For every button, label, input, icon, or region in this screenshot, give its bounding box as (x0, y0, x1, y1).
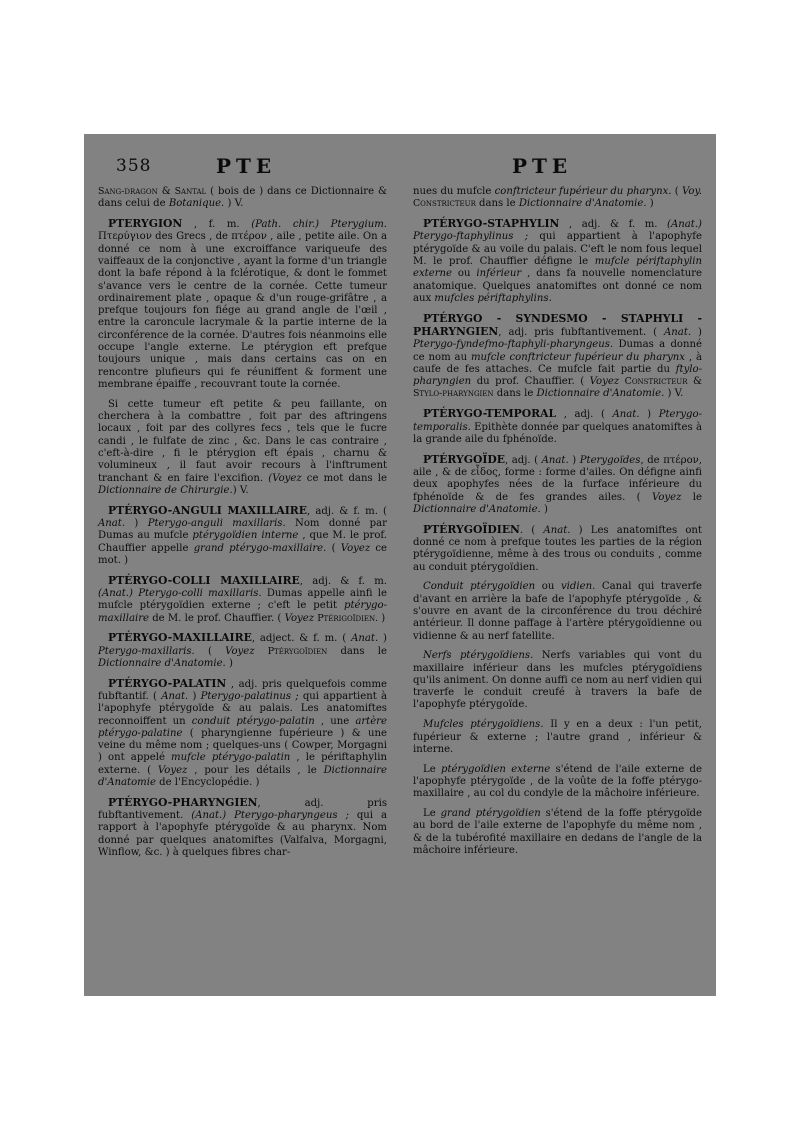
running-header (98, 154, 702, 186)
dictionary-entry: PTERYGION , f. m. (Path. chir.) Pterygium. Πτερύγιον des Grecs , de πτέρον , aile , petite aile. On a donné ce nom à une excroiffance variqueufe des vaiffeaux de la conjonctive , ayant la forme d'un triangle dont la bafe répond à la fclérotique, & dont le fommet s'avance vers le centre de la cornée. Cette tumeur ordinairement plate , opaque & d'un rouge-grifâtre , a prefque toujours fon fiége au grand angle de l'œil , entre la caroncule lacrymale & la partie interne de la circonférence de la cornée. D'autres fois néanmoins elle occupe l'angle externe. Le ptérygion eft prefque toujours unique , mais dans certains cas on en rencontre plufieurs qui fe réuniffent & forment une membrane épaiffe , recouvrant toute la cornée. (98, 217, 387, 390)
page-number: 358 (116, 156, 152, 176)
dictionary-entry: PTÉRYGO-TEMPORAL , adj. ( Anat. ) Pterygo-temporalis. Epithète donnée par quelques anatomiftes à la grande aile du fphénoïde. (413, 407, 702, 445)
dictionary-entry: Si cette tumeur eft petite & peu faillante, on cherchera à la combattre , foit par des aftringens locaux , foit par des collyres fecs , tels que le fucre candi , le fulfate de zinc , &c. Dans le cas contraire , c'eft-à-dire , fi le ptérygion eft épais , charnu & volumineux , il faut avoir recours à l'inftrument tranchant & en faire l'excifion. (Voyez ce mot dans le Dictionnaire de Chirurgie.) V. (98, 398, 387, 496)
dictionary-entry: PTÉRYGO-ANGULI MAXILLAIRE, adj. & f. m. ( Anat. ) Pterygo-anguli maxillaris. Nom donné par Dumas au mufcle ptérygoïdien interne , que M. le prof. Chauffier appelle grand ptérygo-maxillaire. ( Voyez ce mot. ) (98, 503, 388, 566)
dictionary-entry: Mufcles ptérygoïdiens. Il y en a deux : l'un petit, fupérieur & externe ; l'autre grand , inférieur & interne. (413, 719, 702, 755)
dictionary-entry: nues du mufcle conftricteur fupérieur du pharynx. ( Voy. Constricteur dans le Dictionnaire d'Anatomie. ) (413, 186, 703, 210)
dictionary-entry: PTÉRYGO-PALATIN , adj. pris quelquefois comme fubftantif. ( Anat. ) Pterygo-palatinus ; qui appartient à l'apophyfe ptérygoïde & au palais. Les anatomiftes reconnoiffent un conduit ptérygo-palatin , une artère ptérygo-palatine ( pharyngienne fupérieure ) & une veine du même nom ; quelques-uns ( Cowper, Morgagni ) ont appelé mufcle ptérygo-palatin , le périftaphylin externe. ( Voyez , pour les détails , le Dictionnaire d'Anatomie de l'Encyclopédie. ) (98, 676, 388, 789)
dictionary-entry: Nerfs ptérygoïdiens. Nerfs variables qui vont du maxillaire inférieur dans les mufcles ptérygoïdiens qu'ils animent. On donne auffi ce nom au nerf vidien qui traverfe le conduit creufé à travers la bafe de l'apophyfe ptérygoïde. (413, 650, 702, 711)
left-column (98, 186, 387, 867)
text-columns (98, 186, 702, 867)
dictionary-entry: PTÉRYGOÏDE, adj. ( Anat. ) Pterygoïdes, de πτέρον, aile , & de εἶδος, forme : forme d'ailes. On défigne ainfi deux apophyfes nées de la furface inférieure du fphénoïde & de fes grandes ailes. ( Voyez le Dictionnaire d'Anatomie. ) (413, 452, 702, 515)
dictionary-entry: Le ptérygoïdien externe s'étend de l'aile externe de l'apophyfe ptérygoïde , de la voûte de la foffe ptérygo-maxillaire , au col du condyle de la mâchoire inférieure. (413, 763, 702, 800)
dictionary-entry: Conduit ptérygoïdien ou vidien. Canal qui traverfe d'avant en arrière la bafe de l'apophyfe ptérygoïde , & s'ouvre en avant de la circonférence du trou déchiré antérieur. Il donne paffage à l'artère ptérygoïdienne ou vidienne & au nerf fatellite. (413, 581, 702, 642)
right-column (413, 186, 702, 867)
dictionary-entry: PTÉRYGO-COLLI MAXILLAIRE, adj. & f. m. (Anat.) Pterygo-colli maxillaris. Dumas appelle ainfi le mufcle ptérygoïdien externe ; c'eft le petit ptérygo-maxillaire de M. le prof. Chauffier. ( Voyez Ptérigoïdien. ) (98, 573, 387, 624)
dictionary-entry: PTÉRYGO-MAXILLAIRE, adject. & f. m. ( Anat. ) Pterygo-maxillaris. ( Voyez Ptérygoïdien dans le Dictionnaire d'Anatomie. ) (98, 631, 388, 669)
dictionary-entry: PTÉRYGO - SYNDESMO - STAPHYLI - PHARYNGIEN, adj. pris fubftantivement. ( Anat. ) Pterygo-fyndefmo-ftaphyli-pharyngeus. Dumas a donné ce nom au mufcle conftricteur fupérieur du pharynx , à caufe de fes attaches. Ce mufcle fait partie du ftylo-pharyngien du prof. Chauffier. ( Voyez Constricteur & Stylo-pharyngien dans le Dictionnaire d'Anatomie. ) V. (413, 311, 702, 400)
running-head-left: PTE (216, 154, 277, 178)
book-page (84, 134, 716, 996)
dictionary-entry: PTÉRYGOÏDIEN. ( Anat. ) Les anatomiftes ont donné ce nom à prefque toutes les parties de la région ptérygoïdienne, même à des trous ou conduits , comme au conduit ptérygoïdien. (413, 522, 702, 573)
dictionary-entry: PTÉRYGO-STAPHYLIN , adj. & f. m. (Anat.) Pterygo-ftaphylinus ; qui appartient à l'apophyfe ptérygoïde & au voile du palais. C'eft le nom fous lequel M. le prof. Chauffier défigne le mufcle périftaphylin externe ou inférieur , dans fa nouvelle nomenclature anatomique. Quelques anatomiftes ont donné ce nom aux mufcles périftaphylins. (413, 217, 702, 304)
dictionary-entry: Sang-dragon & Santal ( bois de ) dans ce Dictionnaire & dans celui de Botanique. ) V. (98, 186, 387, 210)
running-head-right: PTE (512, 154, 573, 178)
dictionary-entry: PTÉRYGO-PHARYNGIEN, adj. pris fubftantivement. (Anat.) Pterygo-pharyngeus ; qui a rapport à l'apophyfe ptérygoïde & au pharynx. Nom donné par quelques anatomiftes (Valfalva, Morgagni, Winflow, &c. ) à quelques fibres char- (98, 795, 387, 859)
dictionary-entry: Le grand ptérygoïdien s'étend de la foffe ptérygoïde au bord de l'aile externe de l'apophyfe du même nom , & de la tubérofité maxillaire en dedans de l'angle de la mâchoire inférieure. (413, 808, 702, 856)
